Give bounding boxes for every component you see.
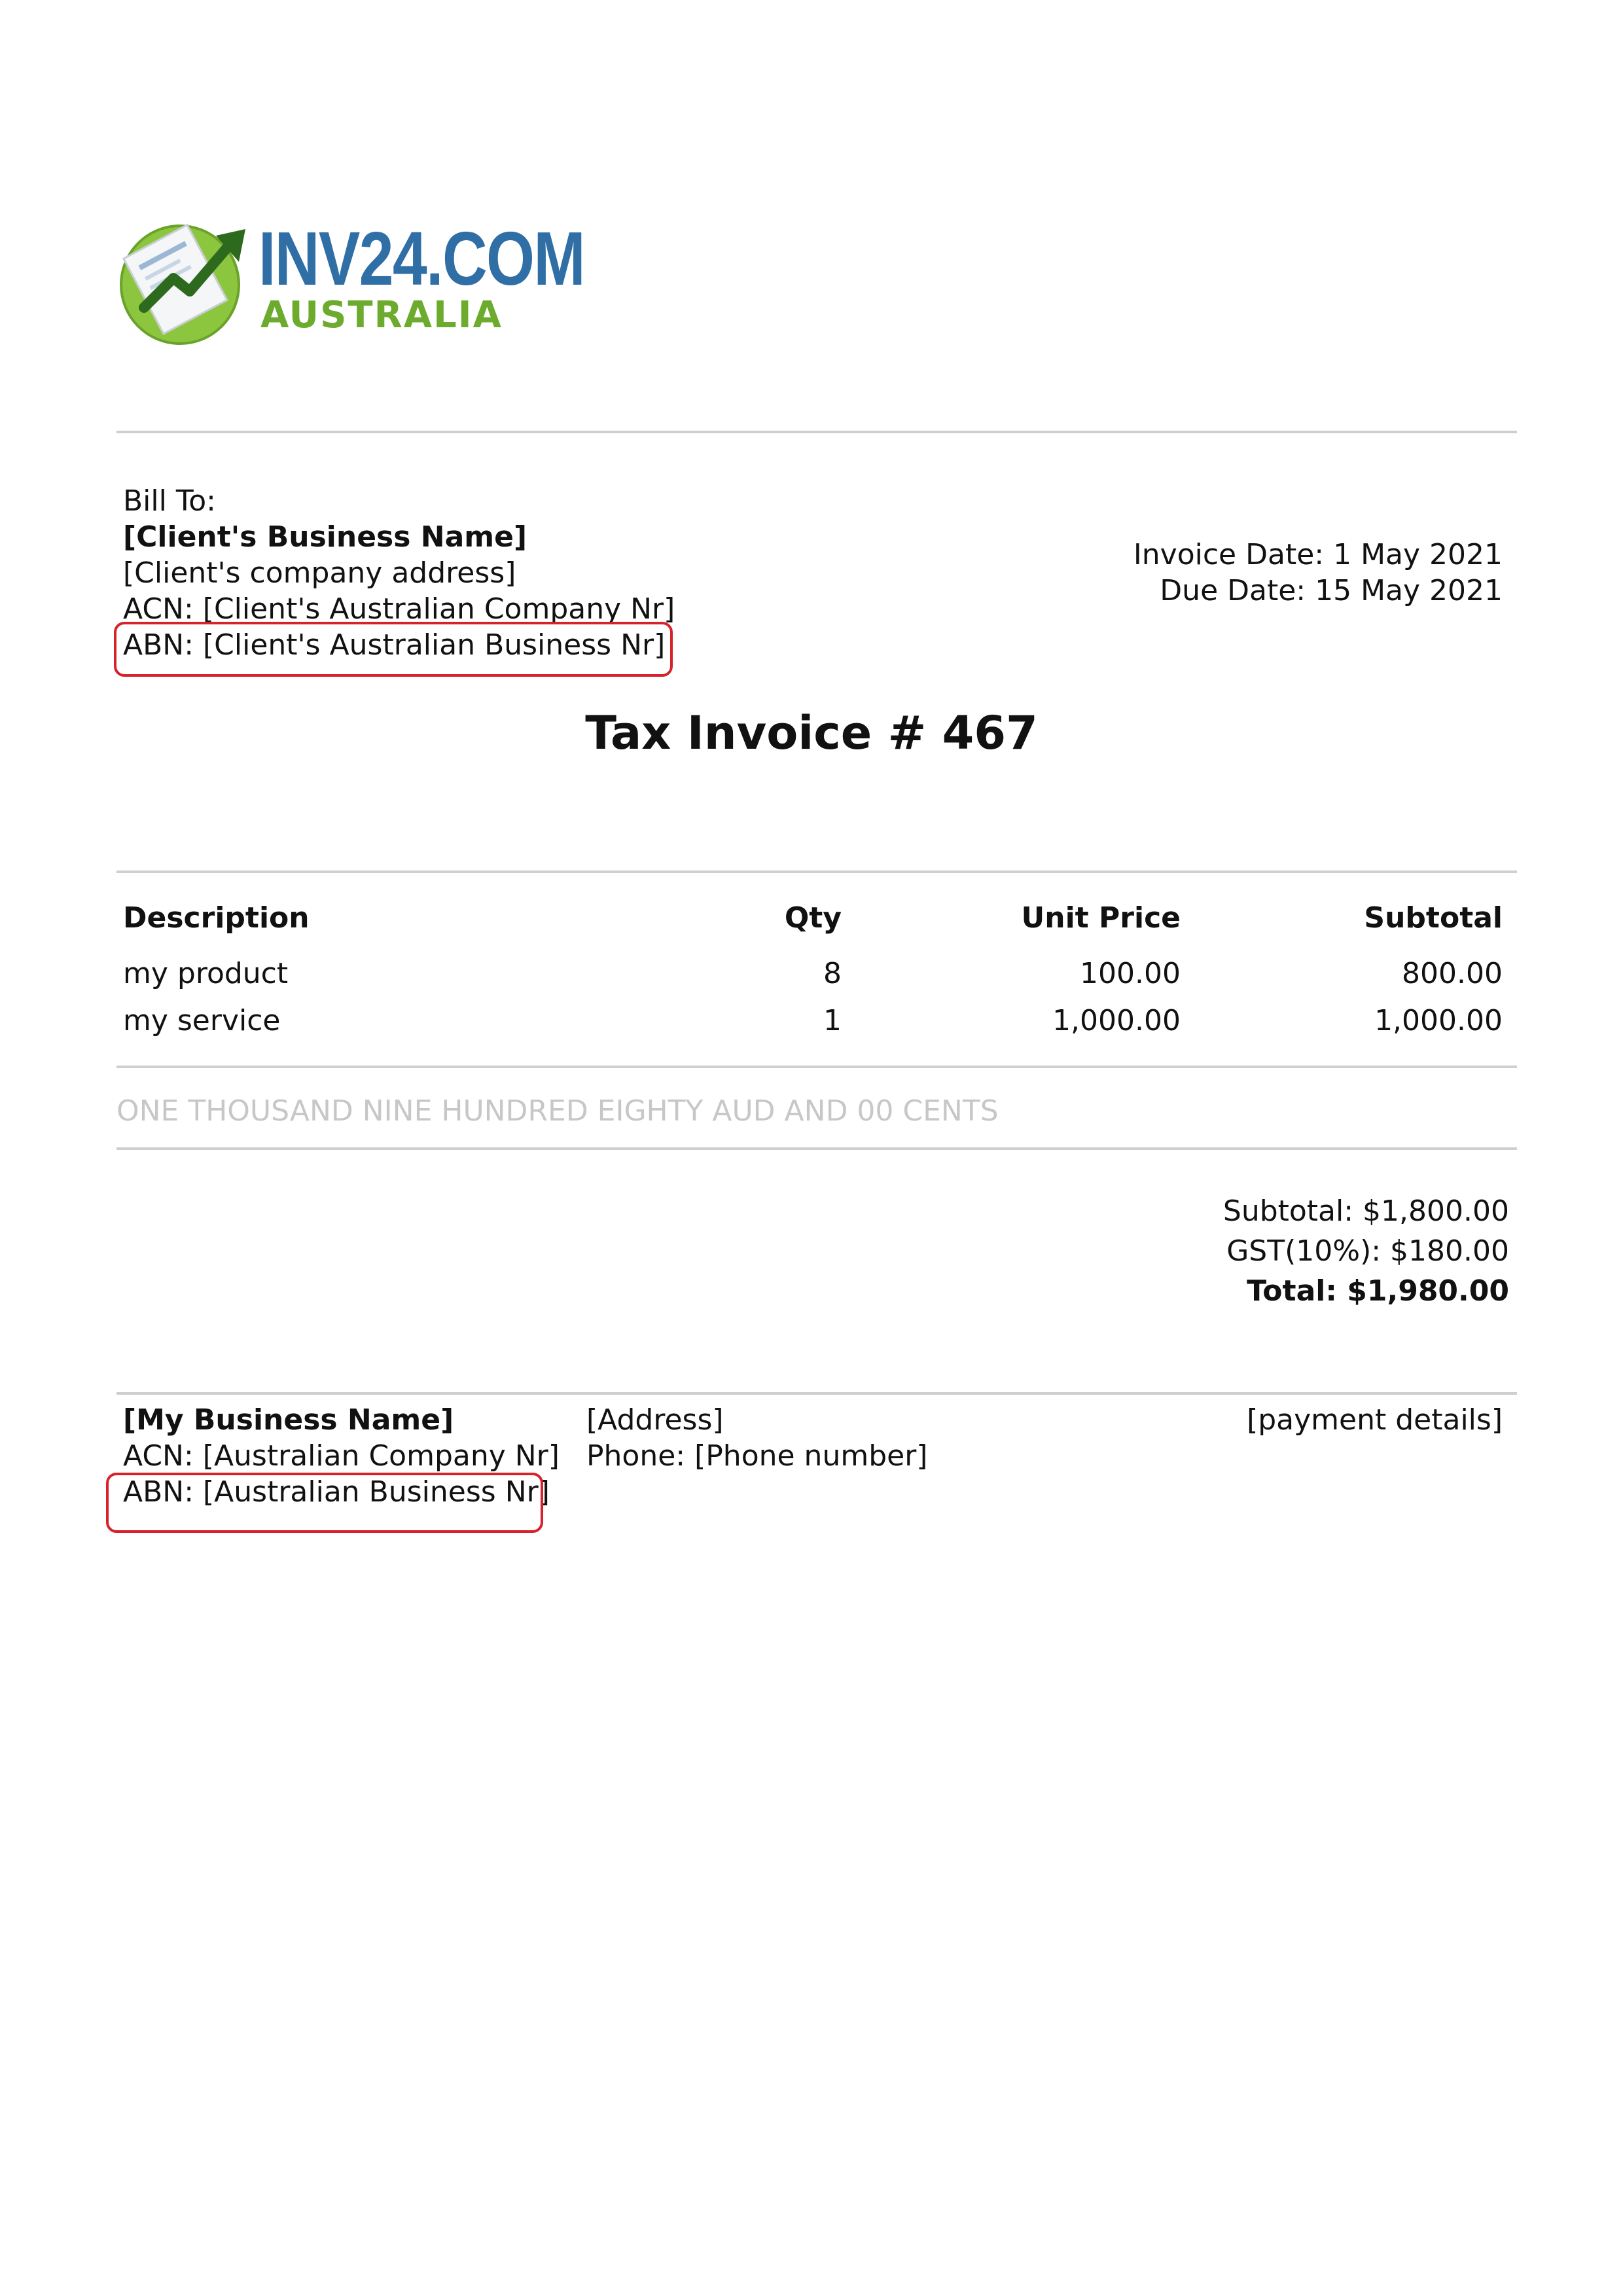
payment-details: [payment details] [1247, 1403, 1503, 1437]
header-unit-price: Unit Price [1021, 901, 1181, 935]
logo-text-primary: INV24.COM [259, 216, 584, 301]
invoice-dates [1133, 537, 1503, 609]
amount-in-words: ONE THOUSAND NINE HUNDRED EIGHTY AUD AND 00 CENTS [116, 1094, 999, 1128]
row-qty: 1 [823, 1004, 842, 1037]
gst-amount: GST(10%): $180.00 [1226, 1234, 1509, 1268]
row-unit-price: 1,000.00 [1052, 1004, 1181, 1037]
invoice-date: Invoice Date: 1 May 2021 [1133, 538, 1503, 571]
table-top-divider [116, 870, 1517, 873]
client-business-name: [Client's Business Name] [123, 520, 527, 554]
bill-to-label: Bill To: [123, 484, 216, 518]
my-abn-highlight [106, 1473, 543, 1533]
header-divider [116, 431, 1517, 433]
total-amount: Total: $1,980.00 [1247, 1274, 1509, 1308]
client-address: [Client's company address] [123, 556, 516, 590]
my-acn: ACN: [Australian Company Nr] [123, 1439, 560, 1473]
footer-payment-block [1247, 1402, 1503, 1438]
row-subtotal: 800.00 [1402, 957, 1503, 990]
logo-text-secondary: AUSTRALIA [260, 294, 503, 336]
footer-contact-block [586, 1402, 927, 1474]
row-qty: 8 [823, 957, 842, 990]
due-date: Due Date: 15 May 2021 [1160, 574, 1503, 607]
totals-divider [116, 1147, 1517, 1150]
my-phone: Phone: [Phone number] [586, 1439, 928, 1473]
subtotal-amount: Subtotal: $1,800.00 [1222, 1194, 1509, 1228]
client-abn: ABN: [Client's Australian Business Nr] [123, 628, 666, 662]
invoice-title: Tax Invoice # 467 [585, 706, 1038, 760]
client-abn-highlight [114, 622, 673, 677]
row-description: my service [123, 1004, 281, 1037]
my-abn: ABN: [Australian Business Nr] [123, 1475, 550, 1509]
my-address: [Address] [586, 1403, 724, 1437]
header-qty: Qty [784, 901, 842, 935]
header-description: Description [123, 901, 310, 935]
footer-divider [116, 1392, 1517, 1395]
header-subtotal: Subtotal [1364, 901, 1503, 935]
row-description: my product [123, 957, 289, 990]
invoice-logo-icon [118, 209, 249, 347]
company-logo [118, 209, 584, 353]
client-acn: ACN: [Client's Australian Company Nr] [123, 592, 675, 626]
totals-block [1223, 1191, 1509, 1311]
my-business-name: [My Business Name] [123, 1403, 454, 1437]
row-unit-price: 100.00 [1080, 957, 1181, 990]
row-subtotal: 1,000.00 [1374, 1004, 1503, 1037]
table-bottom-divider [116, 1066, 1517, 1068]
